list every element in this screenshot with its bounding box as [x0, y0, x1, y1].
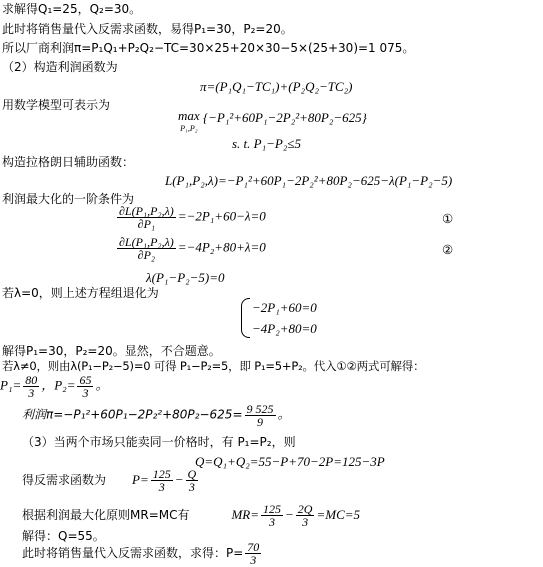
condition-2: $\frac{\text{∂L(P₁,P₂,λ)}}{\text{∂P₂}}$ =−4P₂+80+λ=0	[119, 235, 266, 262]
profit-line: 利润π=−P₁²+60P₁−2P₂²+80P₂−625= $\frac{9 525}{9}$ 。	[22, 402, 291, 429]
fraction: $\frac{2Q}{3}$	[297, 502, 313, 529]
objective-function: {−P₁²+60P₁−2P₂²+80P₂−625}	[202, 110, 367, 125]
system-equation: −4P₂+80=0	[252, 321, 317, 336]
system-equation: −2P₁+60=0	[252, 300, 317, 315]
equation	[178, 110, 367, 134]
fraction: $\frac{70}{3}$	[247, 540, 260, 567]
equation-tag: ②	[442, 242, 454, 257]
fraction: $\frac{\text{∂L(P₁,P₂,λ)}}{\text{∂P₁}}$	[119, 204, 174, 231]
text-line: 若λ=0，则上述方程组退化为	[2, 286, 159, 300]
equation: L(P₁,P₂,λ)=−P₁²+60P₁−2P₂²+80P₂−625−λ(P₁−P₂−5)	[165, 173, 453, 188]
fraction: $\frac{65}{3}$	[79, 373, 92, 400]
text-line: 解得：Q=55。	[22, 529, 105, 543]
fraction: $\frac{125}{3}$	[152, 467, 171, 494]
equation-tag: ①	[442, 211, 454, 226]
inverse-demand-line: 得反需求函数为 P= $\frac{125}{3}$ − $\frac{Q}{3}$	[22, 467, 197, 494]
equation: π=(P₁Q₁−TC₁)+(P₂Q₂−TC₂)	[200, 79, 353, 94]
fraction: $\frac{Q}{3}$	[187, 467, 197, 494]
text-line: 此时将销售量代入反需求函数，易得P₁=30，P₂=20。	[2, 22, 293, 36]
section-heading: （2）构造利润函数为	[2, 60, 118, 74]
fraction: $\frac{80}{3}$	[25, 373, 38, 400]
text-line: 利润最大化的一阶条件为	[2, 192, 135, 206]
text-line: 所以厂商利润π=P₁Q₁+P₂Q₂−TC=30×25+20×30−5×(25+30)=1 075。	[2, 41, 415, 55]
fraction: $\frac{\text{∂L(P₁,P₂,λ)}}{\text{∂P₂}}$	[119, 235, 174, 262]
text-line: 用数学模型可表示为	[2, 98, 111, 112]
max-operator: max	[178, 108, 200, 123]
condition-3: λ(P₁−P₂−5)=0	[146, 270, 225, 285]
solution-line: P₁= $\frac{80}{3}$ ，P₂= $\frac{65}{3}$ 。	[0, 373, 109, 400]
fraction: $\frac{125}{3}$	[263, 502, 282, 529]
fraction: $\frac{9 525}{9}$	[246, 402, 274, 429]
text-line: 求解得Q₁=25，Q₂=30。	[2, 2, 142, 16]
condition-1: $\frac{\text{∂L(P₁,P₂,λ)}}{\text{∂P₁}}$ =−2P₁+60−λ=0	[119, 204, 266, 231]
text-line: 解得P₁=30，P₂=20。显然，不合题意。	[2, 344, 221, 358]
system-brace	[241, 298, 250, 338]
max-subscript: P₁,P₂	[180, 124, 198, 133]
text-line: 构造拉格朗日辅助函数：	[2, 155, 135, 169]
text-line: 若λ≠0，则由λ(P₁−P₂−5)=0 可得 P₁−P₂=5，即 P₁=5+P₂。代入①②两式可解得：	[2, 359, 425, 373]
mr-mc-line: 根据利润最大化原则MR=MC有 MR= $\frac{125}{3}$ − $\frac{2Q}{3}$ =MC=5	[22, 502, 361, 529]
equation: Q=Q₁+Q₂=55−P+70−2P=125−3P	[195, 454, 385, 469]
price-line: 此时将销售量代入反需求函数，求得：P= $\frac{70}{3}$	[22, 540, 260, 567]
constraint: s. t. P₁−P₂≤5	[232, 136, 301, 151]
section-heading: （3）当两个市场只能卖同一价格时，有 P₁=P₂，则	[22, 435, 296, 449]
